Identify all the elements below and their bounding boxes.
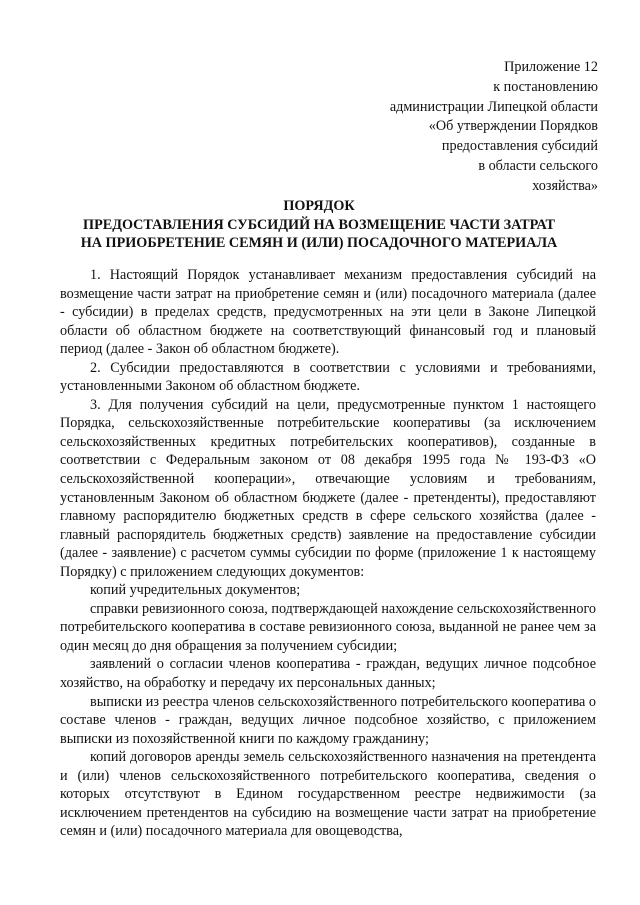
appendix-header <box>298 58 598 197</box>
title-line: ПОРЯДОК <box>283 198 355 214</box>
list-item: копий договоров аренды земель сельскохозяйственного назначения на претендента и (или) членов сельскохозяйственного потребительского кооператива, сведения о которых отсутствуют в Едином государственном реестре недвижимости (за исключением претендентов на субсидию на возмещение части затрат на приобретение семян и (или) посадочного материала для овощеводства, <box>60 749 596 840</box>
document-title <box>60 197 578 253</box>
title-line: НА ПРИОБРЕТЕНИЕ СЕМЯН И (ИЛИ) ПОСАДОЧНОГО МАТЕРИАЛА <box>80 235 558 251</box>
paragraph: 3. Для получения субсидий на цели, предусмотренные пунктом 1 настоящего Порядка, сельскохозяйственные потребительские кооперативы (за исключением сельскохозяйственных кредитных потребительских кооперативов), созданные в соответствии с Федеральным законом от 08 декабря 1995 года № 193-ФЗ «О сельскохозяйственной кооперации», отвечающие условиям и требованиям, установленным Законом об областном бюджете (далее - претенденты), предоставляют главному распорядителю бюджетных средств в сфере сельского хозяйства (далее - главный распорядитель бюджетных средств) заявление на предоставление субсидии (далее - заявление) с расчетом суммы субсидии по форме (приложение 1 к настоящему Порядку) с приложением следующих документов: <box>60 396 596 580</box>
header-line: «Об утверждении Порядков <box>428 118 598 135</box>
header-line: в области сельского <box>478 157 598 174</box>
list-item: справки ревизионного союза, подтверждающей нахождение сельскохозяйственного потребительского кооператива в составе ревизионного союза, выданной не ранее чем за один месяц до дня обращения за получением субсидии; <box>60 600 597 654</box>
paragraph: 1. Настоящий Порядок устанавливает механизм предоставления субсидий на возмещение части затрат на приобретение семян и (или) посадочного материала (далее - субсидии) в пределах средств, предусмотренных на эти цели в Законе Липецкой области об областном бюджете на соответствующий финансовый год и плановый период (далее - Закон об областном бюджете). <box>60 267 596 358</box>
header-line: Приложение 12 <box>504 59 598 75</box>
header-line: хозяйства» <box>532 177 598 194</box>
header-line: администрации Липецкой области <box>389 98 598 115</box>
list-item: выписки из реестра членов сельскохозяйственного потребительского кооператива о составе членов - граждан, ведущих личное подсобное хозяйство, с приложением выписки из похозяйственной книги по каждому гражданину; <box>60 693 596 747</box>
list-item: копий учредительных документов; <box>90 582 301 599</box>
header-line: к постановлению <box>493 78 598 95</box>
list-item: заявлений о согласии членов кооператива - граждан, ведущих личное подсобное хозяйство, на обработку и передачу их персональных данных; <box>60 656 596 692</box>
paragraph: 2. Субсидии предоставляются в соответствии с условиями и требованиями, установленными Законом об областном бюджете. <box>60 359 596 395</box>
header-line: предоставления субсидий <box>441 138 598 155</box>
title-line: ПРЕДОСТАВЛЕНИЯ СУБСИДИЙ НА ВОЗМЕЩЕНИЕ ЧАСТИ ЗАТРАТ <box>83 216 555 233</box>
document-body <box>60 266 596 841</box>
